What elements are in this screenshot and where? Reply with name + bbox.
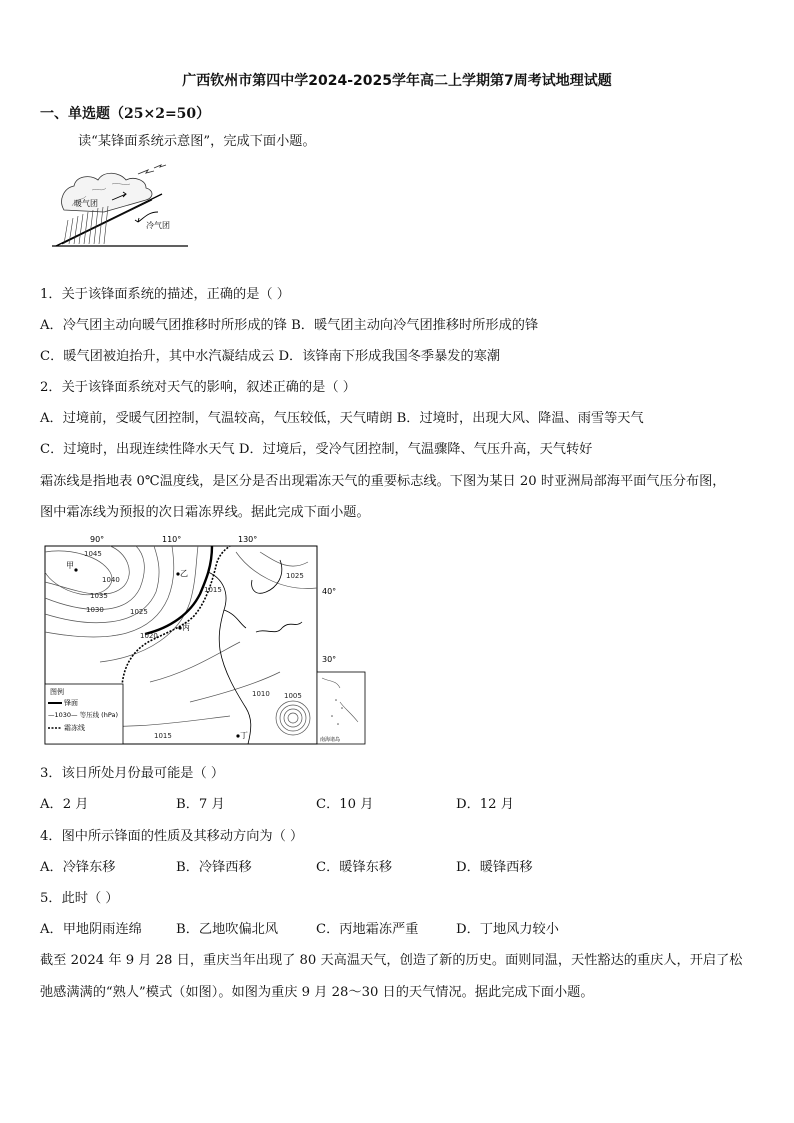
q2-options-line1: A．过境前，受暖气团控制，气温较高，气压较低，天气晴朗 B．过境时，出现大风、降温、雨雪等天气 <box>40 411 644 426</box>
place-jia: 甲 <box>66 561 74 570</box>
q5-stem: 5．此时（ ） <box>40 891 119 906</box>
intro-text-2-line2: 图中霜冻线为预报的次日霜冻界线。据此完成下面小题。 <box>40 505 370 520</box>
place-yi: 乙 <box>180 569 188 578</box>
intro-text-3-line2: 弛感满满的“熟人”模式（如图）。如图为重庆 9 月 28～30 日的天气情况。据此完成下面小题。 <box>40 985 594 1000</box>
cold-airmass-label: 冷气团 <box>146 221 170 230</box>
q5-option-c: C．丙地霜冻严重 <box>316 922 419 937</box>
q1-options-line1: A．冷气团主动向暖气团推移时所形成的锋 B．暖气团主动向冷气团推移时所形成的锋 <box>40 318 539 333</box>
isobar-label-1025-east: 1025 <box>286 572 304 580</box>
q2-stem: 2．关于该锋面系统对天气的影响，叙述正确的是（ ） <box>40 380 356 395</box>
place-ding: 丁 <box>240 731 248 740</box>
q3-option-b: B．7 月 <box>176 797 225 812</box>
page-title: 广西钦州市第四中学2024-2025学年高二上学期第7周考试地理试题 <box>182 73 612 89</box>
lon-label-110: 110° <box>162 535 182 544</box>
isobar-label-1035: 1035 <box>90 592 108 600</box>
q3-option-a: A．2 月 <box>40 797 89 812</box>
q4-option-b: B．冷锋西移 <box>176 860 252 875</box>
isobar-label-1015-south: 1015 <box>154 732 172 740</box>
intro-text-1: 读“某锋面系统示意图”，完成下面小题。 <box>78 134 316 149</box>
q4-option-c: C．暖锋东移 <box>316 860 393 875</box>
q3-stem: 3．该日所处月份最可能是（ ） <box>40 766 225 781</box>
isobar-label-1005: 1005 <box>284 692 302 700</box>
lat-label-30: 30° <box>322 655 337 664</box>
pressure-map <box>40 532 370 748</box>
lat-label-40: 40° <box>322 587 337 596</box>
lon-label-130: 130° <box>238 535 258 544</box>
legend-isobar: —1030— 等压线 (hPa) <box>48 711 118 719</box>
q4-option-a: A．冷锋东移 <box>40 860 116 875</box>
intro-text-3-line1: 截至 2024 年 9 月 28 日，重庆当年出现了 80 天高温天气，创造了新的历史。面则同温，天性豁达的重庆人，开启了松 <box>40 953 743 968</box>
q3-option-d: D．12 月 <box>456 797 514 812</box>
isobar-label-1020: 1020 <box>140 632 158 640</box>
q5-option-b: B．乙地吹偏北风 <box>176 922 279 937</box>
isobar-label-1015-north: 1015 <box>204 586 222 594</box>
section-heading: 一、单选题（25×2=50） <box>40 106 211 122</box>
lon-label-90: 90° <box>90 535 105 544</box>
front-system-diagram <box>42 160 192 252</box>
q5-option-d: D．丁地风力较小 <box>456 922 559 937</box>
q4-option-d: D．暖锋西移 <box>456 860 533 875</box>
isobar-label-1025: 1025 <box>130 608 148 616</box>
south-china-sea-inset <box>317 672 365 744</box>
q3-option-c: C．10 月 <box>316 797 374 812</box>
legend-frost: 霜冻线 <box>64 724 85 732</box>
isobar-label-1010: 1010 <box>252 690 270 698</box>
q1-stem: 1．关于该锋面系统的描述，正确的是（ ） <box>40 287 290 302</box>
isobar-label-1040: 1040 <box>102 576 120 584</box>
isobar-label-1045: 1045 <box>84 550 102 558</box>
q2-options-line2: C．过境时，出现连续性降水天气 D．过境后，受冷气团控制，气温骤降、气压升高，天气转好 <box>40 442 593 457</box>
isobar-label-1030: 1030 <box>86 606 104 614</box>
warm-airmass-label: 暖气团 <box>74 199 98 208</box>
q1-options-line2: C．暖气团被迫抬升，其中水汽凝结成云 D．该锋南下形成我国冬季暴发的寒潮 <box>40 349 501 364</box>
map-legend <box>45 684 123 744</box>
q4-stem: 4．图中所示锋面的性质及其移动方向为（ ） <box>40 829 304 844</box>
legend-title: 图例 <box>50 688 64 696</box>
intro-text-2-line1: 霜冻线是指地表 0℃温度线，是区分是否出现霜冻天气的重要标志线。下图为某日 20 时亚洲局部海平面气压分布图， <box>40 474 726 489</box>
inset-label: 南海诸岛 <box>320 737 341 743</box>
q5-option-a: A．甲地阴雨连绵 <box>40 922 142 937</box>
place-bing: 丙 <box>182 623 190 632</box>
legend-front: 锋面 <box>64 699 78 707</box>
